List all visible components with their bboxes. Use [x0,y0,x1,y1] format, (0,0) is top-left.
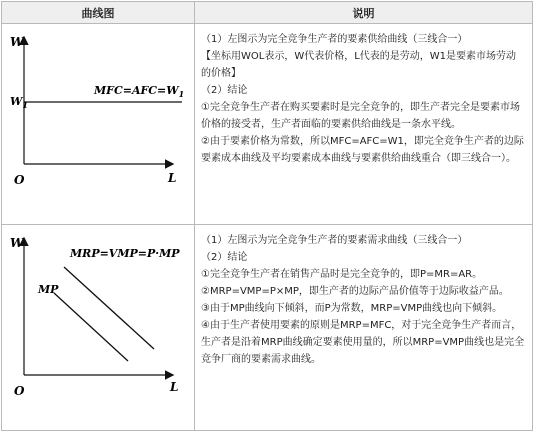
explanation-table [1,1,533,431]
desc-line: ④由于生产者使用要素的原则是MRP=MFC，对于完全竞争生产者而言，生产者是沿着MRP曲线确定要素使用量的，所以MRP=VMP曲线也是完全竞争厂商的要素需求曲线。 [201,320,525,365]
desc-line: ①完全竞争生产者在销售产品时是完全竞争的，即P=MR=AR。 [201,269,483,280]
desc-line: ③由于MP曲线向下倾斜，而P为常数，MRP=VMP曲线也向下倾斜。 [201,303,503,314]
y-axis-label: W [10,236,24,250]
origin-label: O [14,384,25,398]
mp-curve [54,293,128,361]
desc-line: ②由于要素价格为常数，所以MFC=AFC=W1，即完全竞争生产者的边际要素成本曲线及平均要素成本曲线与要素供给曲线重合（即三线合一）。 [201,136,524,164]
desc-line: （1）左图示为完全竞争生产者的要素供给曲线（三线合一） [201,34,468,45]
y-axis-label: W [10,35,24,49]
desc-line: ①完全竞争生产者在购买要素时是完全竞争的，即生产者完全是要素市场价格的接受者，生产者面临的要素供给曲线是一条水平线。 [201,102,520,130]
desc-line: （2）结论 [201,252,248,263]
mrp-vmp-label: MRP=VMP=P·MP [70,247,180,260]
demand-curve-explanation [195,225,533,431]
mp-label: MP [38,283,59,296]
desc-line: （1）左图示为完全竞争生产者的要素需求曲线（三线合一） [201,235,468,246]
header-graph: 曲线图 [2,2,195,24]
x-axis-label: L [170,380,179,394]
mrp-vmp-curve [64,267,154,349]
desc-line: （2）结论 [201,85,248,96]
x-axis-label: L [168,171,177,185]
demand-curve-graph [2,225,195,430]
origin-label: O [14,173,25,187]
supply-curve-explanation [195,24,533,225]
supply-curve-graph-cell [2,24,195,225]
desc-line: 【坐标用WOL表示，W代表价格，L代表的是劳动，W1是要素市场劳动的价格】 [201,51,517,79]
desc-line: ②MRP=VMP=P×MP，即生产者的边际产品价值等于边际收益产品。 [201,286,509,297]
header-explanation: 说明 [195,2,533,24]
demand-curve-graph-cell [2,225,195,431]
curve-label: $MFC=AFC=W_1$ [94,84,185,99]
supply-curve-graph [2,24,195,224]
w1-label: $W_1$ [10,95,28,110]
